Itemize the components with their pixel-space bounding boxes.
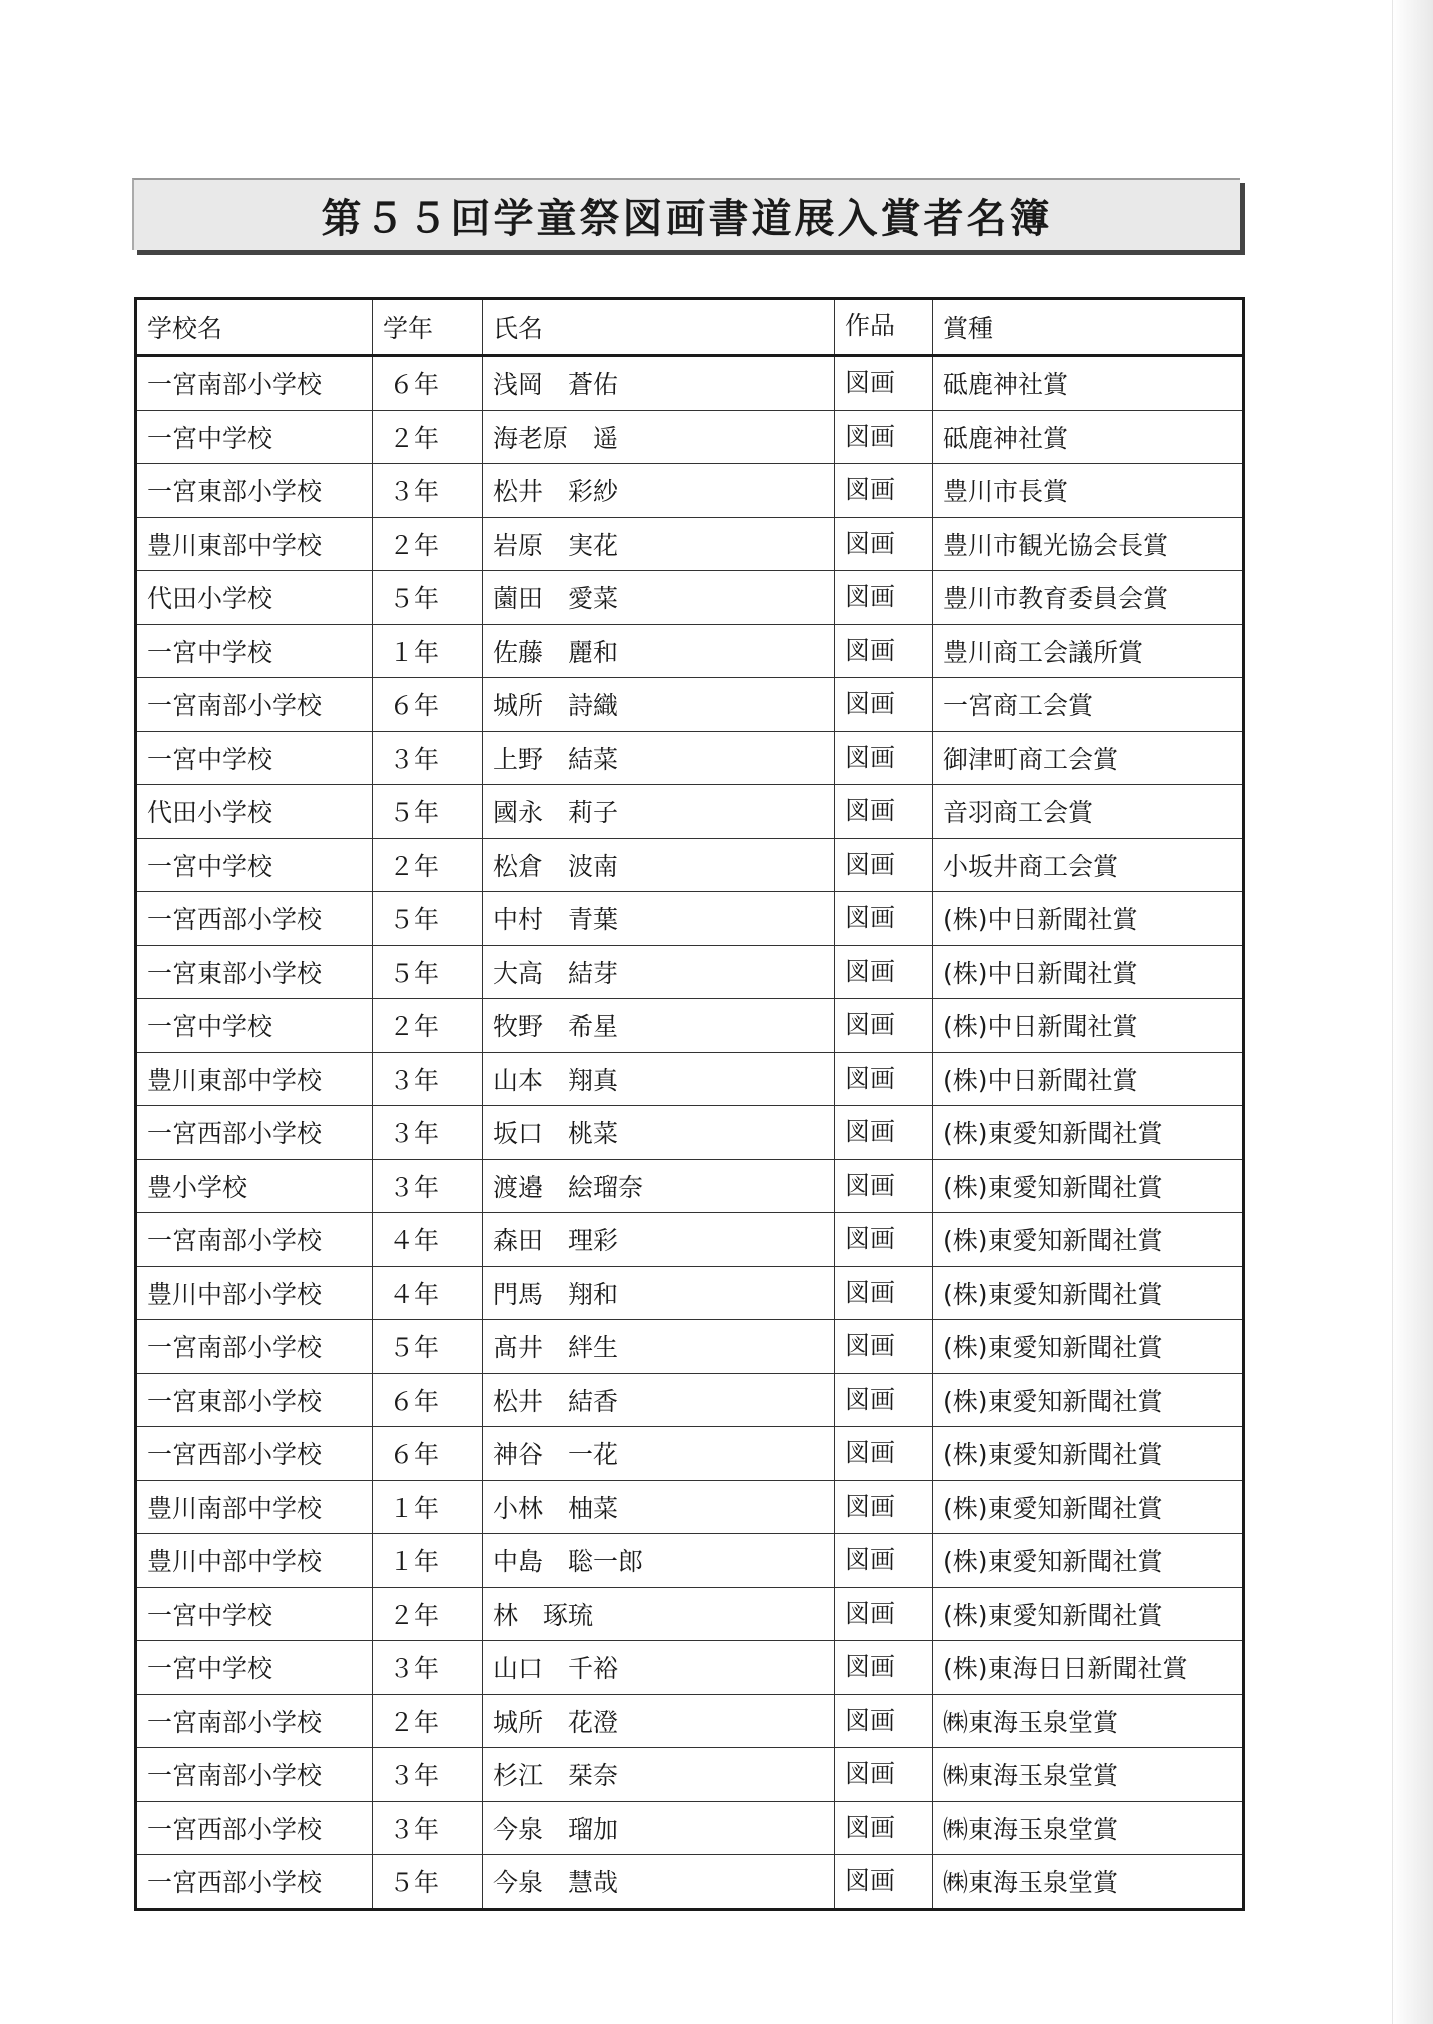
table-row xyxy=(136,571,1244,625)
cell-work: 図画 xyxy=(835,1534,933,1588)
cell-grade: １年 xyxy=(373,624,483,678)
cell-name: 城所 花澄 xyxy=(483,1694,835,1748)
table-row xyxy=(136,1320,1244,1374)
cell-name: 今泉 慧哉 xyxy=(483,1855,835,1910)
cell-school: 一宮東部小学校 xyxy=(136,464,373,518)
cell-name: 小林 柚菜 xyxy=(483,1480,835,1534)
page-edge xyxy=(1392,0,1433,2024)
cell-work: 図画 xyxy=(835,1106,933,1160)
cell-school: 一宮中学校 xyxy=(136,624,373,678)
cell-award: ㈱東海玉泉堂賞 xyxy=(933,1748,1244,1802)
cell-award: (株)東愛知新聞社賞 xyxy=(933,1587,1244,1641)
cell-name: 國永 莉子 xyxy=(483,785,835,839)
cell-school: 一宮西部小学校 xyxy=(136,1855,373,1910)
cell-award: (株)中日新聞社賞 xyxy=(933,999,1244,1053)
header-grade: 学年 xyxy=(373,299,483,356)
cell-grade: ３年 xyxy=(373,1159,483,1213)
cell-school: 一宮西部小学校 xyxy=(136,892,373,946)
cell-name: 薗田 愛菜 xyxy=(483,571,835,625)
cell-name: 牧野 希星 xyxy=(483,999,835,1053)
cell-work: 図画 xyxy=(835,571,933,625)
cell-award: 豊川市観光協会長賞 xyxy=(933,517,1244,571)
cell-grade: ６年 xyxy=(373,1427,483,1481)
cell-grade: ５年 xyxy=(373,1320,483,1374)
cell-school: 一宮西部小学校 xyxy=(136,1427,373,1481)
table-row xyxy=(136,410,1244,464)
cell-school: 一宮東部小学校 xyxy=(136,945,373,999)
cell-school: 一宮南部小学校 xyxy=(136,678,373,732)
cell-grade: ５年 xyxy=(373,945,483,999)
header-row xyxy=(136,299,1244,356)
cell-award: 豊川市長賞 xyxy=(933,464,1244,518)
cell-grade: ２年 xyxy=(373,1587,483,1641)
cell-name: 林 琢琉 xyxy=(483,1587,835,1641)
cell-grade: １年 xyxy=(373,1534,483,1588)
cell-work: 図画 xyxy=(835,785,933,839)
cell-award: ㈱東海玉泉堂賞 xyxy=(933,1801,1244,1855)
cell-grade: ５年 xyxy=(373,785,483,839)
cell-name: 森田 理彩 xyxy=(483,1213,835,1267)
cell-grade: ２年 xyxy=(373,1694,483,1748)
cell-award: (株)東愛知新聞社賞 xyxy=(933,1213,1244,1267)
table-row xyxy=(136,1427,1244,1481)
cell-work: 図画 xyxy=(835,410,933,464)
cell-work: 図画 xyxy=(835,945,933,999)
cell-work: 図画 xyxy=(835,678,933,732)
table-row xyxy=(136,1213,1244,1267)
cell-grade: １年 xyxy=(373,1480,483,1534)
cell-name: 大高 結芽 xyxy=(483,945,835,999)
cell-grade: ２年 xyxy=(373,999,483,1053)
cell-school: 代田小学校 xyxy=(136,785,373,839)
cell-work: 図画 xyxy=(835,624,933,678)
cell-name: 海老原 遥 xyxy=(483,410,835,464)
cell-grade: ３年 xyxy=(373,464,483,518)
table-row xyxy=(136,999,1244,1053)
table-row xyxy=(136,1534,1244,1588)
table-row xyxy=(136,838,1244,892)
cell-work: 図画 xyxy=(835,1213,933,1267)
cell-school: 豊川中部中学校 xyxy=(136,1534,373,1588)
cell-work: 図画 xyxy=(835,1748,933,1802)
cell-award: (株)東愛知新聞社賞 xyxy=(933,1373,1244,1427)
title-banner xyxy=(132,178,1240,250)
cell-award: (株)東愛知新聞社賞 xyxy=(933,1427,1244,1481)
cell-work: 図画 xyxy=(835,1159,933,1213)
cell-work: 図画 xyxy=(835,517,933,571)
cell-award: (株)東愛知新聞社賞 xyxy=(933,1159,1244,1213)
cell-name: 松井 結香 xyxy=(483,1373,835,1427)
table-row xyxy=(136,517,1244,571)
cell-school: 一宮南部小学校 xyxy=(136,356,373,411)
cell-award: 砥鹿神社賞 xyxy=(933,356,1244,411)
cell-name: 渡邉 絵瑠奈 xyxy=(483,1159,835,1213)
cell-award: (株)東愛知新聞社賞 xyxy=(933,1106,1244,1160)
cell-work: 図画 xyxy=(835,1052,933,1106)
cell-name: 神谷 一花 xyxy=(483,1427,835,1481)
header-name: 氏名 xyxy=(483,299,835,356)
table-row xyxy=(136,356,1244,411)
cell-work: 図画 xyxy=(835,838,933,892)
cell-work: 図画 xyxy=(835,1855,933,1910)
cell-school: 代田小学校 xyxy=(136,571,373,625)
table-row xyxy=(136,1480,1244,1534)
cell-grade: ３年 xyxy=(373,1748,483,1802)
cell-school: 豊川東部中学校 xyxy=(136,517,373,571)
table-row xyxy=(136,1855,1244,1910)
cell-school: 一宮南部小学校 xyxy=(136,1213,373,1267)
cell-name: 今泉 瑠加 xyxy=(483,1801,835,1855)
cell-school: 豊小学校 xyxy=(136,1159,373,1213)
cell-school: 一宮南部小学校 xyxy=(136,1748,373,1802)
cell-award: (株)東愛知新聞社賞 xyxy=(933,1480,1244,1534)
cell-award: ㈱東海玉泉堂賞 xyxy=(933,1694,1244,1748)
table-row xyxy=(136,1748,1244,1802)
cell-grade: ５年 xyxy=(373,571,483,625)
cell-work: 図画 xyxy=(835,1694,933,1748)
cell-award: (株)東愛知新聞社賞 xyxy=(933,1320,1244,1374)
table-row xyxy=(136,1587,1244,1641)
cell-award: (株)東海日日新聞社賞 xyxy=(933,1641,1244,1695)
cell-work: 図画 xyxy=(835,892,933,946)
cell-work: 図画 xyxy=(835,356,933,411)
cell-grade: ３年 xyxy=(373,1801,483,1855)
cell-school: 一宮南部小学校 xyxy=(136,1694,373,1748)
cell-grade: ６年 xyxy=(373,1373,483,1427)
cell-grade: ６年 xyxy=(373,356,483,411)
table-row xyxy=(136,1266,1244,1320)
table-row xyxy=(136,624,1244,678)
cell-school: 一宮東部小学校 xyxy=(136,1373,373,1427)
cell-name: 山口 千裕 xyxy=(483,1641,835,1695)
cell-school: 豊川中部小学校 xyxy=(136,1266,373,1320)
cell-name: 杉江 栞奈 xyxy=(483,1748,835,1802)
header-award: 賞種 xyxy=(933,299,1244,356)
cell-name: 中村 青葉 xyxy=(483,892,835,946)
cell-award: 音羽商工会賞 xyxy=(933,785,1244,839)
table-row xyxy=(136,1159,1244,1213)
cell-school: 一宮中学校 xyxy=(136,1641,373,1695)
cell-award: 一宮商工会賞 xyxy=(933,678,1244,732)
cell-grade: ５年 xyxy=(373,1855,483,1910)
cell-award: (株)東愛知新聞社賞 xyxy=(933,1266,1244,1320)
table-row xyxy=(136,1052,1244,1106)
cell-name: 髙井 絆生 xyxy=(483,1320,835,1374)
table-row xyxy=(136,678,1244,732)
cell-name: 山本 翔真 xyxy=(483,1052,835,1106)
cell-work: 図画 xyxy=(835,999,933,1053)
cell-award: (株)中日新聞社賞 xyxy=(933,1052,1244,1106)
cell-award: 御津町商工会賞 xyxy=(933,731,1244,785)
cell-grade: ４年 xyxy=(373,1213,483,1267)
table-row xyxy=(136,731,1244,785)
cell-award: (株)中日新聞社賞 xyxy=(933,892,1244,946)
cell-school: 一宮西部小学校 xyxy=(136,1801,373,1855)
cell-school: 一宮中学校 xyxy=(136,731,373,785)
cell-work: 図画 xyxy=(835,1320,933,1374)
cell-award: 砥鹿神社賞 xyxy=(933,410,1244,464)
cell-school: 豊川南部中学校 xyxy=(136,1480,373,1534)
cell-award: 小坂井商工会賞 xyxy=(933,838,1244,892)
cell-grade: ４年 xyxy=(373,1266,483,1320)
table-row xyxy=(136,1694,1244,1748)
table-row xyxy=(136,1641,1244,1695)
table-row xyxy=(136,945,1244,999)
cell-grade: ２年 xyxy=(373,838,483,892)
cell-work: 図画 xyxy=(835,1373,933,1427)
cell-work: 図画 xyxy=(835,1587,933,1641)
table-row xyxy=(136,892,1244,946)
table-row xyxy=(136,1106,1244,1160)
cell-grade: ３年 xyxy=(373,1106,483,1160)
cell-grade: ３年 xyxy=(373,1641,483,1695)
cell-award: ㈱東海玉泉堂賞 xyxy=(933,1855,1244,1910)
cell-work: 図画 xyxy=(835,1480,933,1534)
cell-name: 松倉 波南 xyxy=(483,838,835,892)
cell-award: (株)中日新聞社賞 xyxy=(933,945,1244,999)
cell-award: 豊川市教育委員会賞 xyxy=(933,571,1244,625)
cell-name: 上野 結菜 xyxy=(483,731,835,785)
cell-work: 図画 xyxy=(835,464,933,518)
cell-award: (株)東愛知新聞社賞 xyxy=(933,1534,1244,1588)
table-row xyxy=(136,1373,1244,1427)
cell-school: 一宮中学校 xyxy=(136,838,373,892)
cell-name: 岩原 実花 xyxy=(483,517,835,571)
cell-grade: ３年 xyxy=(373,1052,483,1106)
cell-grade: ５年 xyxy=(373,892,483,946)
cell-grade: ３年 xyxy=(373,731,483,785)
cell-grade: ２年 xyxy=(373,517,483,571)
cell-award: 豊川商工会議所賞 xyxy=(933,624,1244,678)
cell-name: 中島 聡一郎 xyxy=(483,1534,835,1588)
cell-school: 一宮中学校 xyxy=(136,999,373,1053)
cell-grade: ２年 xyxy=(373,410,483,464)
header-school: 学校名 xyxy=(136,299,373,356)
cell-school: 一宮南部小学校 xyxy=(136,1320,373,1374)
cell-name: 門馬 翔和 xyxy=(483,1266,835,1320)
table-row xyxy=(136,785,1244,839)
cell-school: 一宮西部小学校 xyxy=(136,1106,373,1160)
cell-work: 図画 xyxy=(835,731,933,785)
cell-school: 豊川東部中学校 xyxy=(136,1052,373,1106)
cell-school: 一宮中学校 xyxy=(136,410,373,464)
cell-school: 一宮中学校 xyxy=(136,1587,373,1641)
cell-work: 図画 xyxy=(835,1266,933,1320)
table-row xyxy=(136,464,1244,518)
cell-name: 浅岡 蒼佑 xyxy=(483,356,835,411)
cell-name: 坂口 桃菜 xyxy=(483,1106,835,1160)
cell-name: 佐藤 麗和 xyxy=(483,624,835,678)
table-body xyxy=(136,356,1244,1910)
header-work: 作品 xyxy=(835,299,933,356)
cell-name: 松井 彩紗 xyxy=(483,464,835,518)
page-title: 第５５回学童祭図画書道展入賞者名簿 xyxy=(321,195,1053,242)
award-roster-table xyxy=(134,297,1245,1911)
cell-work: 図画 xyxy=(835,1801,933,1855)
cell-work: 図画 xyxy=(835,1641,933,1695)
cell-name: 城所 詩織 xyxy=(483,678,835,732)
cell-work: 図画 xyxy=(835,1427,933,1481)
cell-grade: ６年 xyxy=(373,678,483,732)
table-row xyxy=(136,1801,1244,1855)
